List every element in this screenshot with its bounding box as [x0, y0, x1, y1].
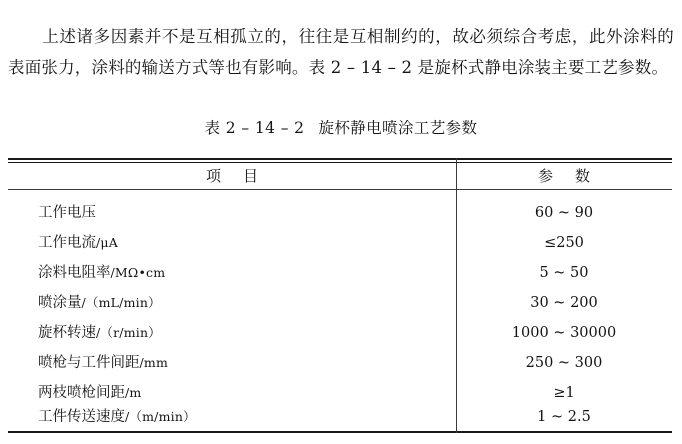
table-row: [8, 228, 672, 258]
column-header-parameter: [456, 165, 672, 186]
column-header-item: [8, 165, 456, 186]
table-caption-title: 旋杯静电喷涂工艺参数: [318, 119, 478, 137]
table-row: [8, 288, 672, 318]
row-label-unit: /（r/min）: [96, 325, 161, 340]
table-row: [8, 198, 672, 228]
parameters-table: [8, 155, 672, 435]
row-value: 1 ~ 2.5: [537, 409, 591, 425]
table-caption: [0, 116, 682, 138]
table-row: [8, 348, 672, 378]
row-label-unit: /MΩ•cm: [110, 265, 166, 280]
row-label: [38, 198, 96, 228]
row-label-text: 喷涂量: [38, 295, 82, 311]
row-label-unit: /m: [125, 385, 142, 400]
row-value: ≥1: [553, 385, 575, 401]
row-label-text: 喷枪与工件间距: [38, 355, 140, 371]
row-value: 1000 ~ 30000: [511, 325, 617, 341]
row-label: [38, 288, 161, 318]
table-row: [8, 402, 672, 432]
row-label-text: 涂料电阻率: [38, 265, 111, 281]
row-value: 250 ~ 300: [525, 355, 603, 371]
row-label-unit: /（mL/min）: [81, 295, 161, 310]
row-label-text: 工作电压: [38, 205, 96, 221]
row-value: 30 ~ 200: [530, 295, 598, 311]
column-header-item-char2: 目: [243, 167, 259, 185]
table-top-rule-thin: [8, 162, 672, 163]
column-header-param-char2: 数: [575, 167, 591, 185]
row-label-unit: /（m/min）: [125, 409, 196, 424]
body-paragraph: [8, 21, 674, 83]
table-row: [8, 318, 672, 348]
table-caption-number: 表 2 – 14 – 2: [204, 119, 305, 137]
row-label: [38, 258, 165, 288]
row-label: [38, 228, 118, 258]
column-header-item-char1: 项: [205, 167, 221, 185]
row-label: [38, 402, 196, 432]
row-label: [38, 348, 168, 378]
table-row: [8, 258, 672, 288]
paragraph-text: 上述诸多因素并不是互相孤立的，往往是互相制约的，故必须综合考虑，此外涂料的表面张力，涂料的输送方式等也有影响。表 2 – 14 – 2 是旋杯式静电涂装主要工艺参数。: [8, 26, 674, 77]
row-value: 60 ~ 90: [534, 205, 594, 221]
row-value: 5 ~ 50: [539, 265, 589, 281]
row-value: ≤250: [544, 235, 584, 251]
column-header-param-char1: 参: [537, 167, 553, 185]
row-label-text: 工件传送速度: [38, 409, 125, 425]
row-label-unit: /μA: [96, 235, 118, 250]
row-label-text: 旋杯转速: [38, 325, 96, 341]
row-label-text: 两枝喷枪间距: [38, 385, 125, 401]
table-top-rule-thick: [8, 158, 672, 160]
table-header-rule: [8, 189, 672, 190]
row-label: [38, 318, 161, 348]
row-label-unit: /mm: [139, 355, 169, 370]
row-label-text: 工作电流: [38, 235, 96, 251]
